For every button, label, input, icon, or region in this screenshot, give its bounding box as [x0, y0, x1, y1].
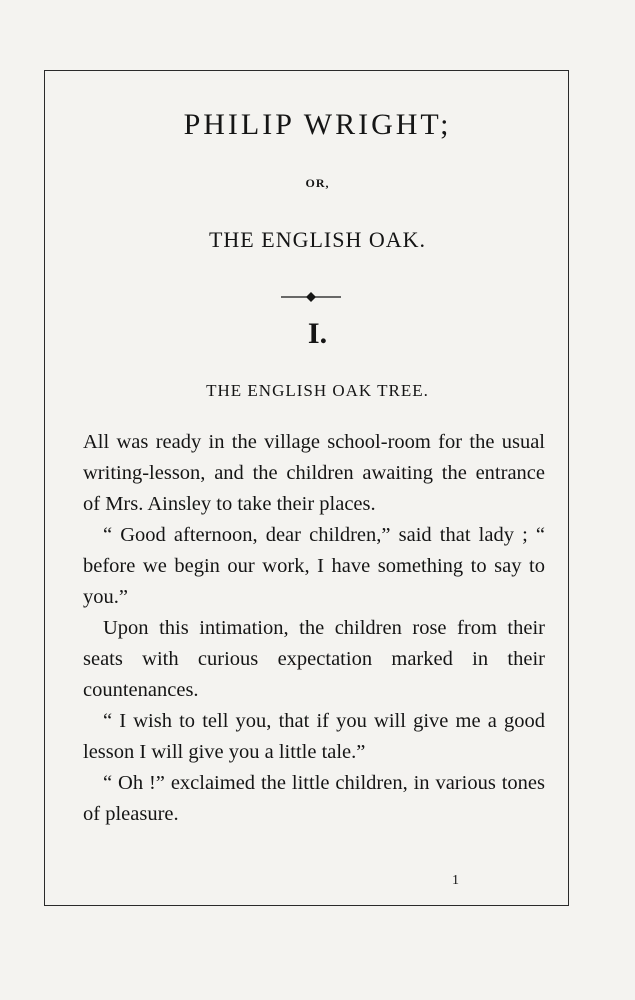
page-number: 1 [452, 873, 459, 888]
title-conjunction: OR, [305, 176, 330, 190]
chapter-title: THE ENGLISH OAK TREE. [206, 381, 429, 400]
book-subtitle: THE ENGLISH OAK. [208, 227, 427, 252]
paragraph-5: “ Oh !” exclaimed the little children, in various tones of pleasure. [83, 772, 545, 825]
paragraph-2: “ Good afternoon, dear children,” said that lady ; “ before we begin our work, I have something to say to you.” [83, 524, 545, 608]
paragraph-1: All was ready in the village school-room for the usual writing-lesson, and the children awaiting the entrance of Mrs. Ainsley to take their places. [83, 431, 545, 515]
body-text [83, 427, 545, 830]
chapter-number: I. [307, 317, 328, 350]
paragraph-3: Upon this intimation, the children rose from their seats with curious expectation marked in their countenances. [83, 617, 545, 701]
paragraph-4: “ I wish to tell you, that if you will give me a good lesson I will give you a little tale.” [83, 710, 545, 763]
ornament-divider-icon [281, 290, 341, 304]
book-title: PHILIP WRIGHT; [183, 108, 452, 141]
